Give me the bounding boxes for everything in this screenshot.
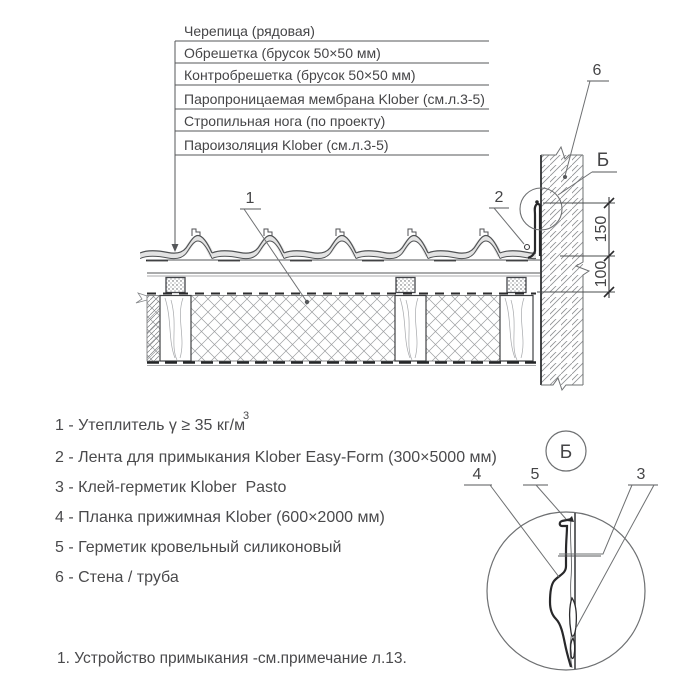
rafter: [395, 296, 426, 362]
view-marker-label: Б: [596, 150, 610, 171]
legend-item-6: 6 - Стена / труба: [55, 569, 179, 586]
leader-dot: [525, 245, 530, 250]
legend-item-1: 1 - Утеплитель γ ≥ 35 кг/м: [55, 417, 246, 434]
roof-section: [136, 229, 572, 366]
detail-plank-profile: [550, 519, 572, 667]
callout-membrane: Паропроницаемая мембрана Klober (см.л.3-5): [184, 91, 485, 107]
legend-item-5: 5 - Герметик кровельный силиконовый: [55, 539, 342, 556]
leader-plank: [464, 466, 559, 577]
dimension-lower: 100: [593, 260, 610, 288]
tile-course: [140, 229, 572, 261]
wall-section: [541, 147, 589, 390]
leader-dot: [563, 175, 567, 179]
detail-view: [464, 431, 658, 670]
leader-sealant: [523, 466, 566, 519]
insulation-cut-edge: [147, 296, 159, 362]
legend-item-4: 4 - Планка прижимная Klober (600×2000 мм): [55, 509, 385, 526]
dimension-upper: 150: [593, 215, 610, 243]
legend-item-2: 2 - Лента для примыкания Klober Easy-Form (300×5000 мм): [55, 449, 497, 466]
rafter: [500, 296, 533, 362]
flashing-top-bead: [535, 200, 539, 204]
counter-battens: [166, 278, 526, 293]
legend-item-1-superscript: 3: [243, 410, 250, 422]
insulation-layer: [147, 296, 533, 362]
callout-vapor-barrier: Пароизоляция Klober (см.л.3-5): [184, 137, 389, 153]
leader-dot: [305, 300, 309, 304]
callout-batten: Обрешетка (брусок 50×50 мм): [184, 45, 381, 61]
callout-rafter: Стропильная нога (по проекту): [184, 113, 386, 129]
legend-item-3: 3 - Клей-герметик Klober Pasto: [55, 479, 287, 496]
marker-5: 5: [530, 466, 540, 483]
view-bubble-label: Б: [559, 442, 573, 463]
layer-callout-list: [172, 23, 490, 252]
marker-3: 3: [636, 466, 646, 483]
marker-1: 1: [245, 190, 255, 207]
abutment-tape-profile: [528, 204, 540, 258]
left-break-icon: [136, 293, 147, 303]
rafter: [160, 296, 191, 362]
callout-arrow-icon: [172, 244, 179, 252]
marker-2: 2: [494, 189, 504, 206]
marker-6: 6: [592, 62, 602, 79]
callout-tile: Черепица (рядовая): [184, 23, 315, 39]
marker-4: 4: [472, 466, 482, 483]
legend: [55, 410, 497, 586]
footnote: 1. Устройство примыкания -см.примечание л.13.: [57, 650, 407, 667]
detail-glue-blob-small: [571, 638, 575, 658]
leader-insulation: [240, 190, 309, 304]
callout-counter-batten: Контробрешетка (брусок 50×50 мм): [184, 67, 416, 83]
